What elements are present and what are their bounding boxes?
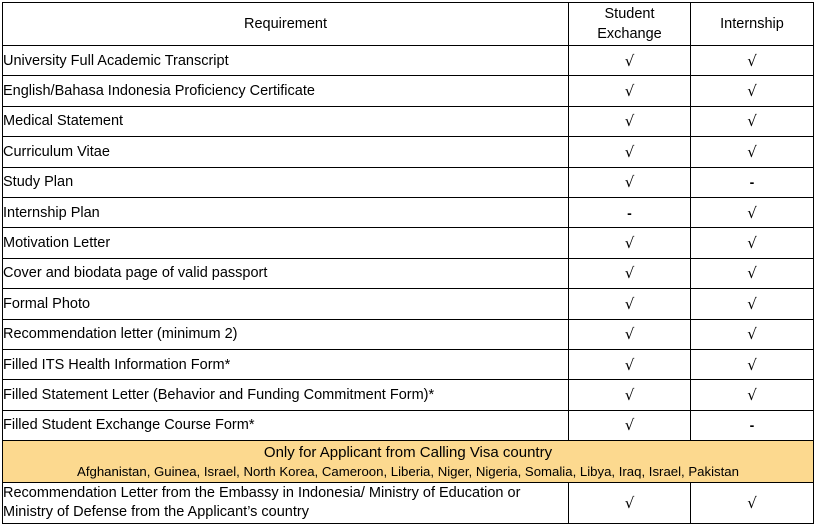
table-row (3, 167, 814, 197)
check-mark-icon: √ (691, 46, 814, 76)
check-mark-icon: √ (691, 137, 814, 167)
table-row (3, 197, 814, 227)
check-mark-icon: √ (569, 289, 691, 319)
table-row (3, 349, 814, 379)
embassy-requirement-label: Recommendation Letter from the Embassy in Indonesia/ Ministry of Education or Ministry of Defense from the Applicant’s country (3, 483, 569, 524)
visa-country-list: Afghanistan, Guinea, Israel, North Korea, Cameroon, Liberia, Niger, Nigeria, Somalia, Libya, Iraq, Israel, Pakistan (77, 463, 739, 479)
table-row (3, 380, 814, 410)
requirement-label: Recommendation letter (minimum 2) (3, 319, 569, 349)
requirement-label: Curriculum Vitae (3, 137, 569, 167)
requirements-table-container (2, 2, 814, 524)
check-mark-icon: √ (569, 106, 691, 136)
header-internship: Internship (691, 3, 814, 46)
check-mark-icon: √ (691, 197, 814, 227)
requirement-label: Cover and biodata page of valid passport (3, 258, 569, 288)
requirement-label: Formal Photo (3, 289, 569, 319)
check-mark-icon: √ (569, 228, 691, 258)
check-mark-icon: √ (691, 349, 814, 379)
requirements-table (2, 2, 814, 524)
requirement-label: Internship Plan (3, 197, 569, 227)
requirement-label: University Full Academic Transcript (3, 46, 569, 76)
table-row (3, 289, 814, 319)
check-mark-icon: √ (569, 258, 691, 288)
check-mark-icon: √ (691, 228, 814, 258)
table-row (3, 258, 814, 288)
requirement-label: Medical Statement (3, 106, 569, 136)
requirement-label: Filled Student Exchange Course Form* (3, 410, 569, 440)
check-mark-icon: √ (569, 349, 691, 379)
embassy-internship-mark: √ (691, 483, 814, 524)
embassy-student-exchange-mark: √ (569, 483, 691, 524)
table-row (3, 410, 814, 440)
not-required-dash: - (691, 167, 814, 197)
check-mark-icon: √ (569, 46, 691, 76)
not-required-dash: - (569, 197, 691, 227)
table-row (3, 137, 814, 167)
header-requirement: Requirement (3, 3, 569, 46)
check-mark-icon: √ (569, 137, 691, 167)
check-mark-icon: √ (569, 167, 691, 197)
check-mark-icon: √ (691, 76, 814, 106)
header-student-exchange: Student Exchange (569, 3, 691, 46)
requirement-label: Motivation Letter (3, 228, 569, 258)
visa-section-cell (3, 441, 814, 483)
table-row (3, 106, 814, 136)
table-row (3, 228, 814, 258)
check-mark-icon: √ (569, 319, 691, 349)
visa-section-row (3, 441, 814, 483)
requirements-body (3, 46, 814, 441)
requirement-label: Filled ITS Health Information Form* (3, 349, 569, 379)
check-mark-icon: √ (569, 380, 691, 410)
requirement-label: Study Plan (3, 167, 569, 197)
table-row (3, 76, 814, 106)
visa-section-title: Only for Applicant from Calling Visa country (263, 443, 553, 461)
header-row (3, 3, 814, 46)
requirement-label: English/Bahasa Indonesia Proficiency Certificate (3, 76, 569, 106)
check-mark-icon: √ (691, 258, 814, 288)
check-mark-icon: √ (691, 106, 814, 136)
check-mark-icon: √ (691, 380, 814, 410)
check-mark-icon: √ (691, 289, 814, 319)
check-mark-icon: √ (569, 410, 691, 440)
requirement-label: Filled Statement Letter (Behavior and Funding Commitment Form)* (3, 380, 569, 410)
table-row (3, 319, 814, 349)
check-mark-icon: √ (691, 319, 814, 349)
table-row (3, 483, 814, 524)
check-mark-icon: √ (569, 76, 691, 106)
table-row (3, 46, 814, 76)
not-required-dash: - (691, 410, 814, 440)
